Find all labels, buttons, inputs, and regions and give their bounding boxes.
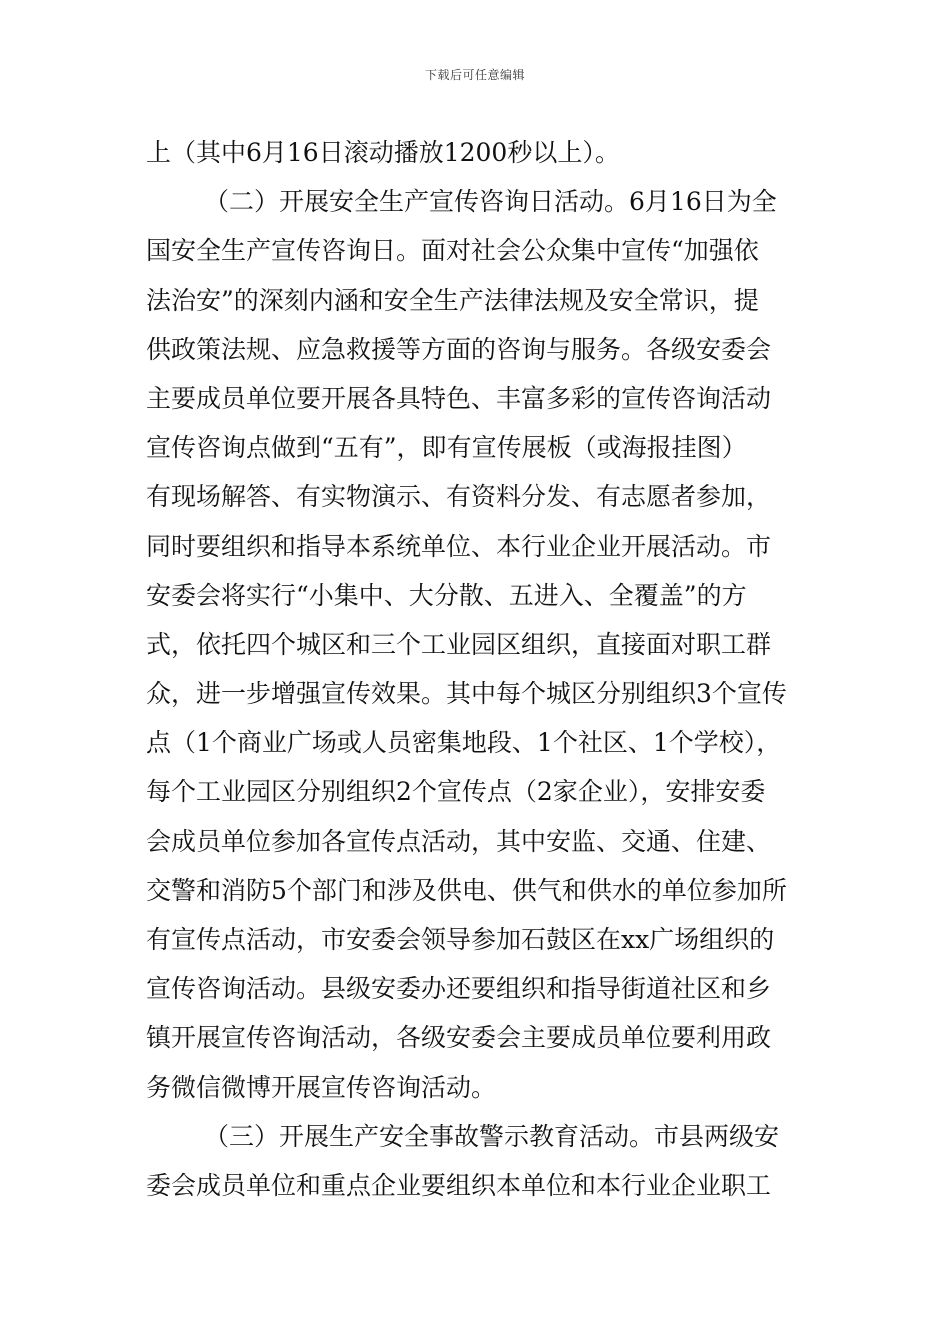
text-line: 交警和消防5个部门和涉及供电、供气和供水的单位参加所: [146, 875, 787, 905]
text-line: 有现场解答、有实物演示、有资料分发、有志愿者参加，: [146, 482, 772, 512]
text-line: 镇开展宣传咨询活动，各级安委会主要成员单位要利用政: [146, 1023, 772, 1053]
text-line: 法治安”的深刻内涵和安全生产法律法规及安全常识，提: [146, 285, 759, 315]
text-line: 会成员单位参加各宣传点活动，其中安监、交通、住建、: [146, 826, 772, 856]
paragraph-start-line: （二）开展安全生产宣传咨询日活动。6月16日为全: [204, 187, 777, 217]
page-header: 下载后可任意编辑: [424, 68, 525, 82]
text-line: 委会成员单位和重点企业要组织本单位和本行业企业职工: [146, 1170, 772, 1200]
text-line: 宣传咨询活动。县级安委办还要组织和指导街道社区和乡: [146, 974, 772, 1004]
text-line: 供政策法规、应急救援等方面的咨询与服务。各级安委会: [146, 334, 772, 364]
text-line: 同时要组织和指导本系统单位、本行业企业开展活动。市: [146, 531, 772, 561]
paragraph-start-line: （三）开展生产安全事故警示教育活动。市县两级安: [204, 1121, 780, 1151]
text-line: 国安全生产宣传咨询日。面对社会公众集中宣传“加强依: [146, 236, 759, 266]
text-line: 有宣传点活动，市安委会领导参加石鼓区在xx广场组织的: [146, 925, 775, 954]
text-line: 安委会将实行“小集中、大分散、五进入、全覆盖”的方: [146, 580, 747, 610]
text-line: 上（其中6月16日滚动播放1200秒以上）。: [146, 138, 620, 167]
text-line: 众，进一步增强宣传效果。其中每个城区分别组织3个宣传: [146, 679, 787, 709]
text-line: 务微信微博开展宣传咨询活动。: [146, 1072, 497, 1102]
text-line: 点（1个商业广场或人员密集地段、1个社区、1个学校），: [146, 728, 782, 758]
text-line: 主要成员单位要开展各具特色、丰富多彩的宣传咨询活动: [146, 383, 772, 413]
text-line: 式，依托四个城区和三个工业园区组织，直接面对职工群: [146, 629, 772, 659]
document-body: [146, 128, 818, 1210]
text-line: 宣传咨询点做到“五有”，即有宣传展板（或海报挂图）: [146, 433, 747, 463]
text-line: 每个工业园区分别组织2个宣传点（2家企业），安排安委: [146, 777, 766, 807]
